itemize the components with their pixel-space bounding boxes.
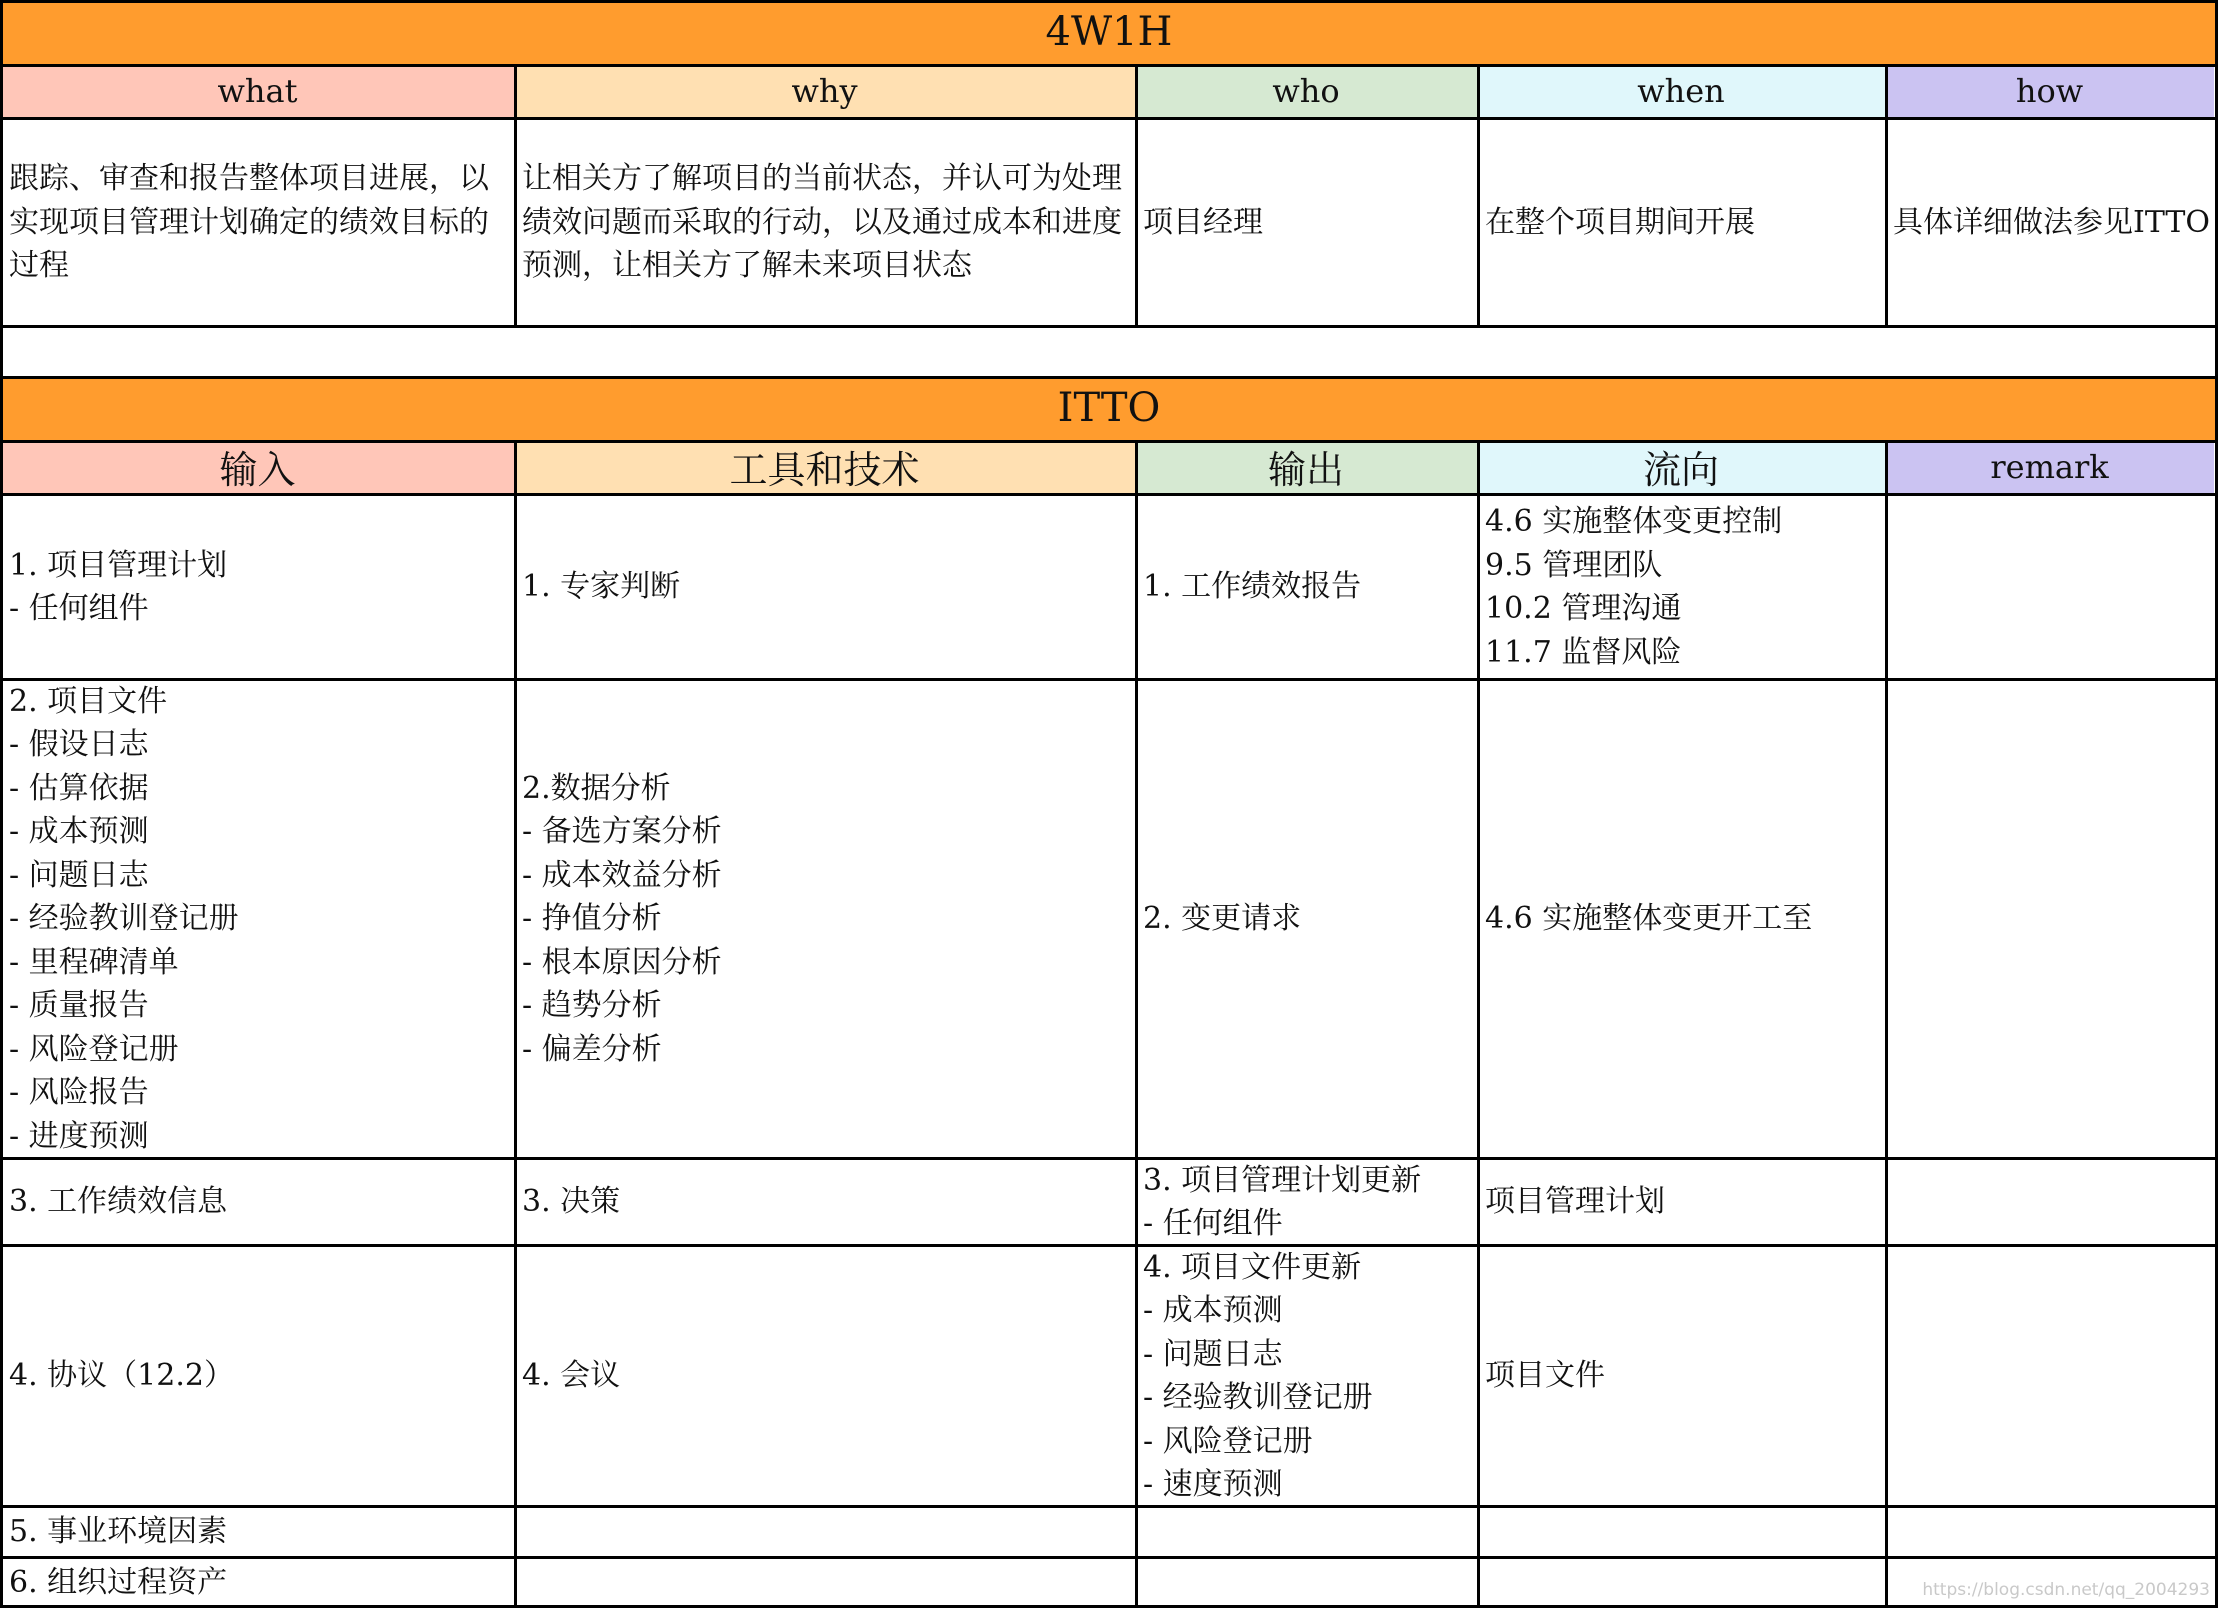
cell-text-line: - 成本效益分析: [522, 857, 722, 893]
cell-text-line: - 根本原因分析: [522, 944, 722, 980]
cell-text-line: - 成本预测: [1143, 1293, 1283, 1328]
cell-text-line: 4. 项目文件更新: [1143, 1249, 1362, 1285]
cell-text-line: 11.7 监督风险: [1485, 634, 1682, 670]
itto-row-2-col3: [1480, 681, 1885, 1157]
grid-line-vertical: [514, 64, 517, 328]
itto-row-5-col4: [1888, 1508, 2214, 1556]
cell-text-line: 2.数据分析: [522, 770, 671, 806]
itto-row-3-col3: [1480, 1160, 1885, 1244]
cell-text-line: 实现项目管理计划确定的绩效目标的: [9, 204, 489, 240]
cell-text-line: - 成本预测: [9, 814, 149, 850]
itto-row-1-col1: [517, 496, 1135, 678]
cell-text-line: 1. 项目管理计划: [9, 547, 228, 583]
cell-text-line: - 质量报告: [9, 988, 149, 1024]
cell-text-line: - 问题日志: [1143, 1336, 1283, 1372]
watermark-text: https://blog.csdn.net/qq_2004293: [1922, 1580, 2210, 1600]
grid-line-vertical: [1135, 440, 1138, 1608]
cell-text-line: - 进度预测: [9, 1118, 149, 1154]
itto-row-2-col0: [4, 681, 514, 1157]
itto-row-4-col1: [517, 1247, 1135, 1505]
cell-text-line: - 任何组件: [1143, 1206, 1283, 1241]
itto-row-3-col0: [4, 1160, 514, 1244]
cell-text-line: 项目文件: [1485, 1358, 1605, 1394]
cell-text-line: - 经验教训登记册: [1143, 1380, 1373, 1415]
cell-text-line: - 挣值分析: [522, 901, 662, 937]
row-4w1h-col4: [1888, 120, 2214, 325]
cell-text-line: - 估算依据: [9, 770, 149, 806]
grid-line-vertical: [514, 440, 517, 1608]
cell-text-line: - 任何组件: [9, 591, 149, 626]
grid-line-vertical: [1135, 64, 1138, 328]
cell-text-line: - 里程碑清单: [9, 944, 179, 980]
itto-row-4-col3: [1480, 1247, 1885, 1505]
cell-text-line: 4. 会议: [522, 1358, 621, 1394]
itto-row-4-col0: [4, 1247, 514, 1505]
row-4w1h-col2: [1138, 120, 1477, 325]
cell-text-line: - 经验教训登记册: [9, 901, 239, 937]
cell-text-line: - 风险报告: [9, 1075, 149, 1111]
cell-text-line: 2. 变更请求: [1143, 901, 1302, 937]
header-itto-3: 流向: [1477, 440, 1885, 493]
section-title-itto: ITTO: [0, 376, 2218, 440]
cell-text-line: 过程: [9, 248, 69, 284]
cell-text-line: 预测，让相关方了解未来项目状态: [522, 248, 972, 284]
cell-text-line: 项目管理计划: [1485, 1184, 1665, 1220]
itto-row-5-col0: [4, 1508, 514, 1556]
itto-row-5-col1: [517, 1508, 1135, 1556]
cell-text-line: - 备选方案分析: [522, 814, 722, 850]
itto-row-3-col2: [1138, 1160, 1477, 1244]
grid-line-vertical: [1477, 64, 1480, 328]
itto-row-4-col2: [1138, 1247, 1477, 1505]
header-itto-2: 输出: [1135, 440, 1477, 493]
header-itto-0: 输入: [1, 440, 514, 493]
itto-row-2-col4: [1888, 681, 2214, 1157]
cell-text-line: - 问题日志: [9, 857, 149, 893]
header-4w1h-3: when: [1477, 64, 1885, 117]
grid-line-vertical: [1477, 440, 1480, 1608]
header-itto-1: 工具和技术: [514, 440, 1135, 493]
itto-row-1-col0: [4, 496, 514, 678]
itto-row-1-col4: [1888, 496, 2214, 678]
itto-row-6-col2: [1138, 1559, 1477, 1606]
grid-line-horizontal: [0, 376, 2218, 379]
cell-text-line: 3. 工作绩效信息: [9, 1184, 228, 1220]
row-4w1h-col1: [517, 120, 1135, 325]
cell-text-line: 绩效问题而采取的行动，以及通过成本和进度: [522, 204, 1122, 240]
cell-text-line: 9.5 管理团队: [1485, 547, 1663, 583]
cell-text-line: 6. 组织过程资产: [9, 1564, 228, 1600]
itto-row-6-col1: [517, 1559, 1135, 1606]
grid-line-horizontal: [0, 0, 2218, 3]
itto-row-2-col1: [517, 681, 1135, 1157]
itto-row-3-col1: [517, 1160, 1135, 1244]
cell-text-line: - 偏差分析: [522, 1031, 662, 1067]
header-4w1h-2: who: [1135, 64, 1477, 117]
cell-text-line: 跟踪、审查和报告整体项目进展，以: [9, 161, 489, 197]
cell-text-line: - 速度预测: [1143, 1467, 1283, 1502]
itto-row-4-col4: [1888, 1247, 2214, 1505]
cell-text-line: 1. 工作绩效报告: [1143, 569, 1362, 605]
cell-text-line: - 假设日志: [9, 727, 149, 763]
cell-text-line: 3. 项目管理计划更新: [1143, 1162, 1422, 1198]
cell-text-line: 项目经理: [1143, 204, 1263, 240]
grid-line-vertical: [1885, 64, 1888, 328]
grid-line-vertical: [0, 0, 3, 1608]
section-title-4w1h: 4W1H: [0, 0, 2218, 64]
itto-row-5-col2: [1138, 1508, 1477, 1556]
cell-text-line: 10.2 管理沟通: [1485, 591, 1682, 626]
cell-text-line: 3. 决策: [522, 1184, 621, 1220]
cell-text-line: 4.6 实施整体变更控制: [1485, 504, 1783, 539]
itto-row-1-col3: [1480, 496, 1885, 678]
row-4w1h-col3: [1480, 120, 1885, 325]
cell-text-line: - 风险登记册: [9, 1031, 179, 1067]
cell-text-line: 在整个项目期间开展: [1485, 204, 1755, 240]
cell-text-line: 2. 项目文件: [9, 683, 168, 719]
cell-text-line: 具体详细做法参见ITTO: [1893, 204, 2211, 240]
header-4w1h-4: how: [1885, 64, 2214, 117]
header-4w1h-1: why: [514, 64, 1135, 117]
cell-text-line: 5. 事业环境因素: [9, 1514, 228, 1550]
row-4w1h-col0: [4, 120, 514, 325]
cell-text-line: - 趋势分析: [522, 988, 662, 1024]
itto-row-2-col2: [1138, 681, 1477, 1157]
itto-row-6-col0: [4, 1559, 514, 1606]
grid-line-vertical: [1885, 440, 1888, 1608]
header-4w1h-0: what: [1, 64, 514, 117]
itto-row-6-col3: [1480, 1559, 1885, 1606]
cell-text-line: 4.6 实施整体变更开工至: [1485, 901, 1813, 937]
cell-text-line: - 风险登记册: [1143, 1423, 1313, 1459]
cell-text-line: 4. 协议（12.2）: [9, 1358, 234, 1394]
header-itto-4: remark: [1885, 440, 2214, 493]
cell-text-line: 1. 专家判断: [522, 569, 681, 605]
itto-row-3-col4: [1888, 1160, 2214, 1244]
itto-row-5-col3: [1480, 1508, 1885, 1556]
cell-text-line: 让相关方了解项目的当前状态，并认可为处理: [522, 161, 1122, 197]
itto-row-1-col2: [1138, 496, 1477, 678]
